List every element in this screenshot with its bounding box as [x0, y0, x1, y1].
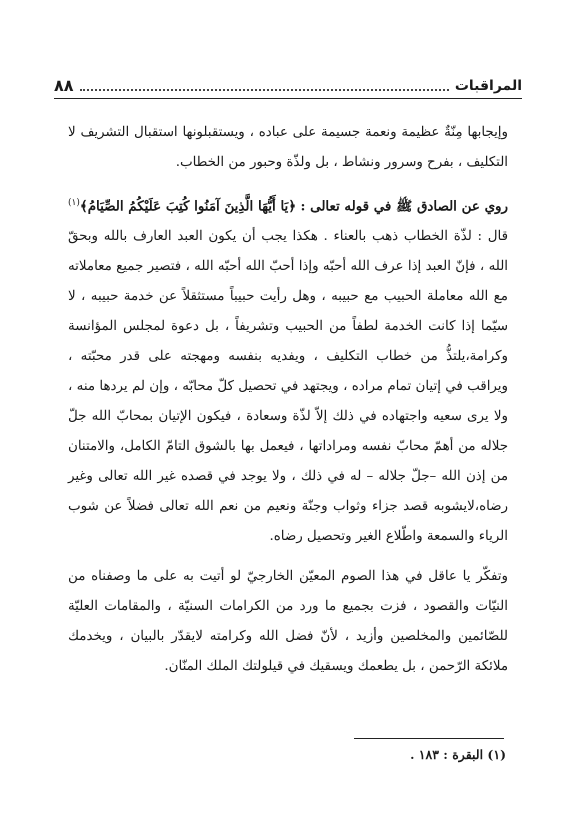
- paragraph-2: [68, 188, 508, 552]
- footnote: (١) البقرة : ١٨٣ .: [410, 747, 506, 762]
- footnote-marker: (١): [68, 198, 80, 208]
- hadith-lead: روي عن الصادق ﷺ في قوله تعالى :: [300, 198, 508, 215]
- paragraph-2-text: قال : لذّة الخطاب ذهب بالعناء . هكذا يجب أن يكون العبد العارف بالله وبحقّ الله ، فإنّ العبد إذا عرف الله أحبّه وإذا أحبّ الله أحبّه الله ، فتصير جميع معاملاته مع الله معاملة الحبيب مع حبيبه ، وهل رأيت حبيباً مستثقلاً عن خدمة حبيبه ، لا سيّما إذا كانت الخدمة لطفاً من الحبيب وتشريفاً ، بل دعوة لمجلس المؤانسة وكرامة،يلتذُّ من خطاب التكليف ، ويفديه بنفسه ومهجته على قدر محبّته ، ويراقب في إتيان تمام مراده ، ويجتهد في تحصيل كلّ محابّه ، وإن لم يردها منه ، ولا يرى سعيه واجتهاده في ذلك إلاّ لذّة وسعادة ، فيكون الإتيان بمحابّ الله جلّ جلاله من أهمّ محابّ نفسه ومراداتها ، فيعمل بها بالشوق التامّ الكامل، والامتنان من إذن الله –جلّ جلاله – له في ذلك ، ولا يوجد في قصده غير الله تعالى وغير رضاه،لايشوبه قصد جزاء وثواب وجنّة ونعيم من نعم الله تعالى فضلاً عن شوب الرياء والسمعة واطّلاع الغير وتحصيل رضاه.: [68, 229, 508, 545]
- paragraph-3: وتفكّر يا عاقل في هذا الصوم المعيّن الخارجيّ لو أتيت به على ما وصفناه من النيّات والقصود ، فزت بجميع ما ورد من الكرامات السنيّة ، والمقامات العليّة للصّائمين والمخلصين وأزيد ، لأنّ فضل الله وكرامته لايقدّر بالبيان ، ويخدمك ملائكة الرّحمن ، بل يطعمك ويسقيك في قيلولتك الملك المنّان.: [68, 569, 508, 675]
- running-header: [54, 70, 522, 96]
- body-text: [68, 118, 508, 682]
- header-rule: [54, 98, 522, 99]
- quran-verse: ﴿يَا أَيُّهَا الَّذِينَ آمَنُوا كُتِبَ عَلَيْكُمُ الصِّيَامُ﴾: [79, 198, 297, 215]
- footnote-rule: [354, 738, 504, 739]
- header-dot-leader: [80, 89, 449, 91]
- page-number: ٨٨: [54, 76, 74, 95]
- paragraph-1: وإيجابها مِنّةٌ عظيمة ونعمة جسيمة على عباده ، ويستقبلونها استقبال التشريف لا التكليف ، بفرح وسرور ونشاط ، بل ولذّة وحبور من الخطاب.: [68, 125, 508, 170]
- running-title: المراقبات: [454, 78, 522, 94]
